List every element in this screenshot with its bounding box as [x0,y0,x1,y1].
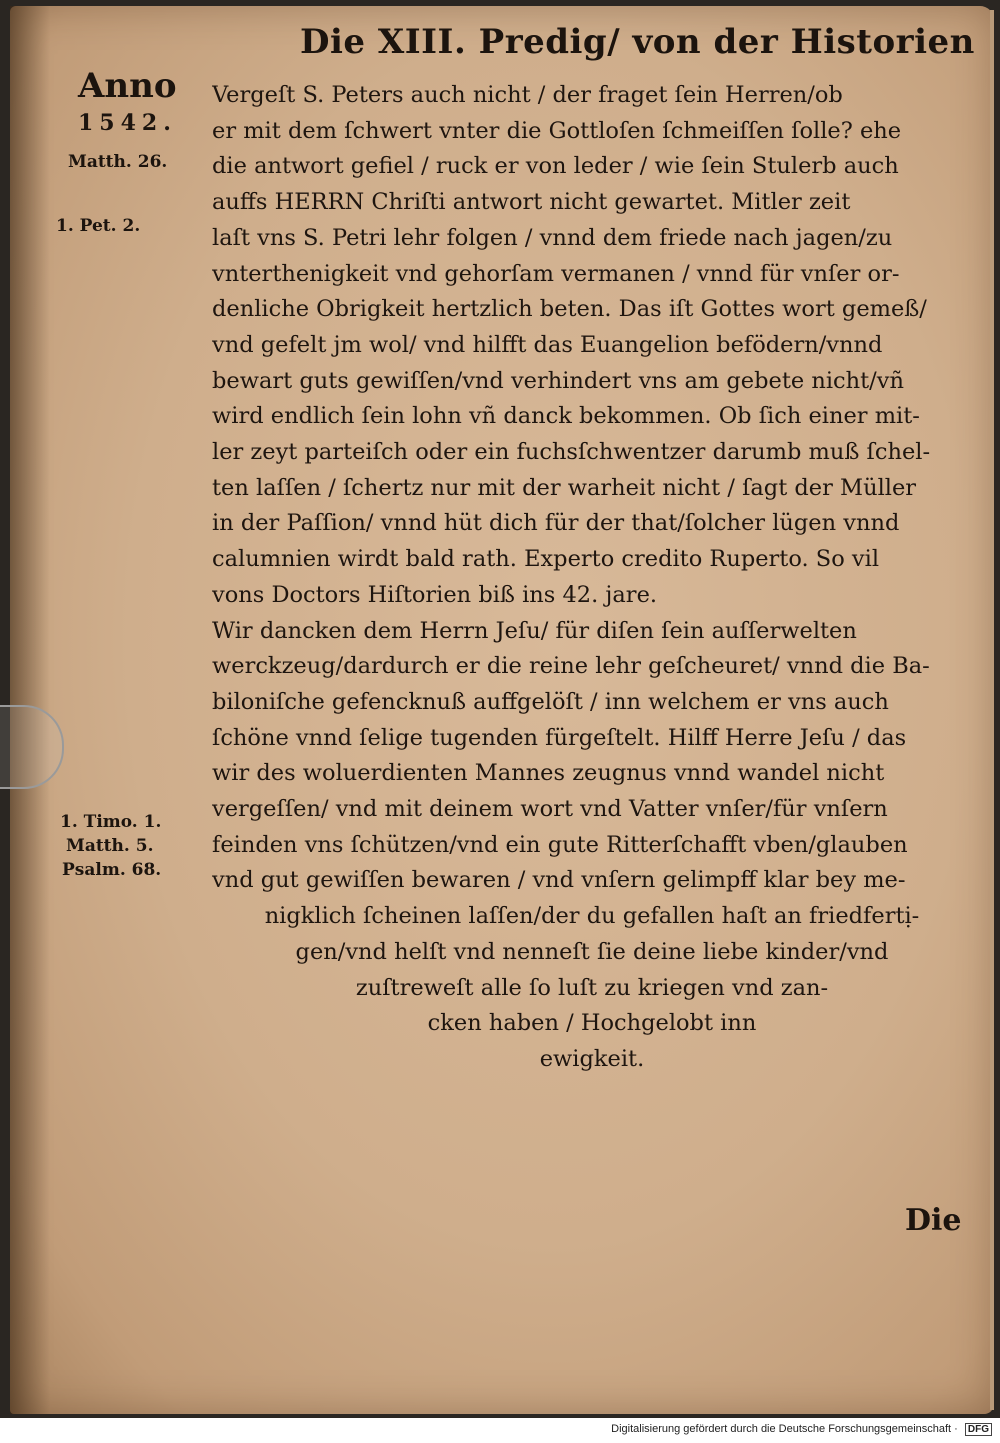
text-line: in der Paſſion/ vnnd hüt dich für der that/ſolcher lügen vnnd [212,510,900,537]
text-line: Wir dancken dem Herrn Jeſu/ für diſen ſein auſſerwelten [212,617,857,644]
text-line: gen/vnd helſt vnd nenneſt ſie deine liebe kinder/vnd [295,938,889,965]
dfg-logo-icon: DFG [965,1423,992,1436]
text-line: wird endlich ſein lohn vñ danck bekommen. Ob ſich einer mit- [212,403,920,430]
text-line: calumnien wirdt bald rath. Experto credito Ruperto. So vil [212,546,880,573]
text-line: zuſtreweſt alle ſo luſt zu kriegen vnd zan- [355,974,829,1001]
footer-credit [611,1423,992,1435]
margin-year [78,66,178,140]
margin-ref-1-pet-2: 1. Pet. 2. [56,216,141,236]
margin-ref-matth-5: Matth. 5. [66,836,154,856]
text-line: ſchöne vnnd ſelige tugenden fürgeſtelt. Hilff Herre Jeſu / das [212,724,907,751]
text-line: vons Doctors Hiſtorien biß ins 42. jare. [212,581,658,608]
text-line: ten laſſen / ſchertz nur mit der warheit nicht / ſagt der Müller [212,474,917,501]
catchword: Die [905,1203,962,1238]
text-line: werckzeug/dardurch er die reine lehr geſcheuret/ vnnd die Ba- [212,653,930,680]
body-text [212,78,972,1078]
page-edge [990,10,994,1410]
text-line: wir des woluerdienten Mannes zeugnus vnnd wandel nicht [212,760,885,787]
text-line: vnterthenigkeit vnd gehorſam vermanen / vnnd für vnſer or- [212,260,900,287]
text-line: bewart guts gewiſſen/vnd verhindert vns am gebete nicht/vñ [212,367,904,394]
margin-ref-psalm-68: Psalm. 68. [62,860,162,880]
text-line: Vergeſt S. Peters auch nicht / der fraget ſein Herren/ob [212,82,843,108]
text-line: er mit dem ſchwert vnter die Gottloſen ſchmeiſſen ſolle? ehe [212,117,902,144]
margin-ref-matth-26: Matth. 26. [68,152,168,172]
text-line: nigklich ſcheinen laſſen/der du gefallen haſt an friedfertị- [264,903,920,930]
footer-text: Digitalisierung gefördert durch die Deutsche Forschungsgemeinschaft · [611,1423,958,1435]
text-line: auffs HERRN Chriſti antwort nicht gewartet. Mitler zeit [212,189,851,216]
margin-year-number: 1542. [78,110,177,136]
text-line: ler zeyt parteiſch oder ein fuchsſchwentzer darumb muß ſchel- [212,439,931,466]
text-line: die antwort gefiel / ruck er von leder / wie ſein Stulerb auch [212,153,899,180]
text-line: denliche Obrigkeit hertzlich beten. Das iſt Gottes wort gemeß/ [212,296,927,323]
text-line: laſt vns S. Petri lehr folgen / vnnd dem friede nach jagen/zu [212,224,893,251]
text-line: ewigkeit. [539,1045,645,1072]
text-line: cken haben / Hochgelobt inn [427,1010,757,1037]
margin-anno: Anno [78,66,177,106]
margin-ref-1-timo-1: 1. Timo. 1. [60,812,162,832]
text-line: vnd gefelt jm wol/ vnd hilfft das Euangelion befödern/vnnd [212,331,883,358]
running-head: Die XIII. Predig/ von der Historien [300,22,975,62]
text-line: feinden vns ſchützen/vnd ein gute Ritterſchafft vben/glauben [212,831,908,858]
text-line: biloniſche gefencknuß auffgelöſt / inn welchem er vns auch [212,688,889,715]
text-line: vergeſſen/ vnd mit deinem wort vnd Vatter vnſer/für vnſern [212,796,888,823]
text-line: vnd gut gewiſſen bewaren / vnd vnſern gelimpff klar bey me- [212,867,906,894]
